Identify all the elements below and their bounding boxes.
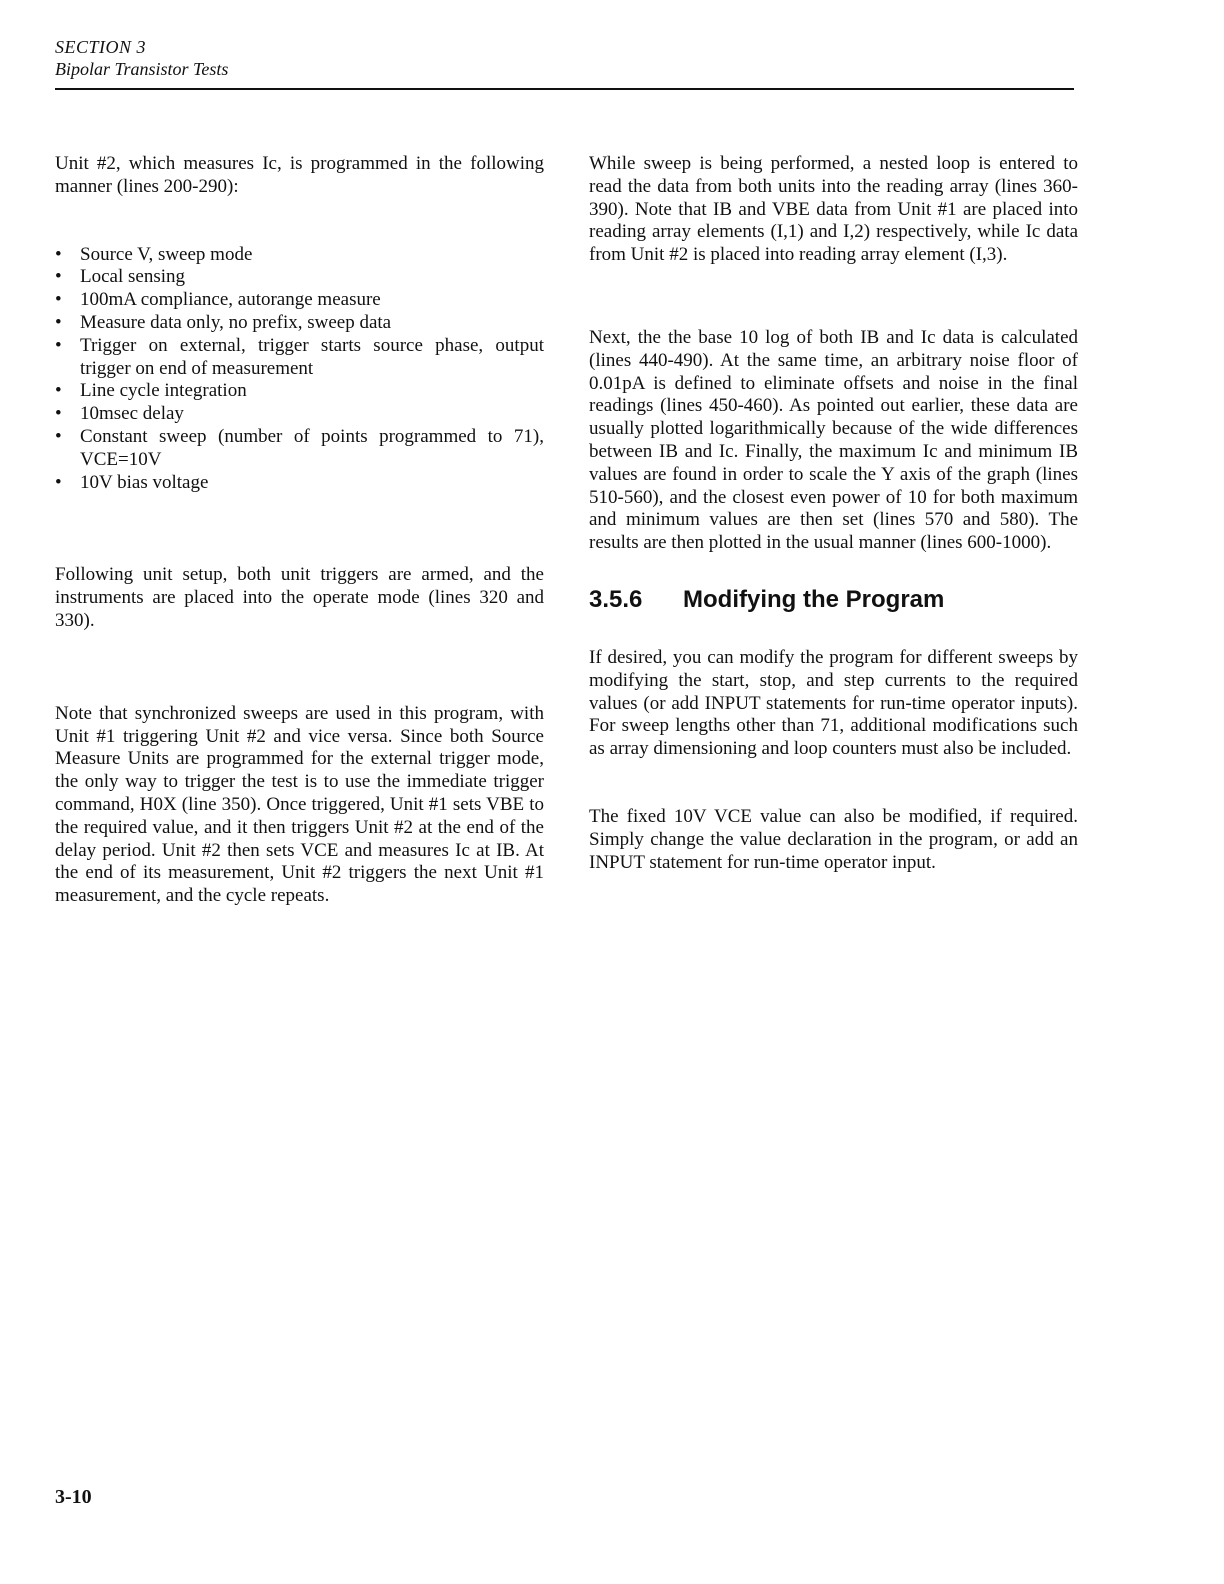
list-item: • Source V, sweep mode	[55, 244, 544, 267]
paragraph-fixed-vce: The fixed 10V VCE value can also be modified, if required. Simply change the value declaration in the program, or add an INPUT statement for run-time operator input.	[589, 805, 1078, 873]
section-label: SECTION 3	[55, 37, 147, 57]
left-column	[55, 153, 544, 908]
paragraph-unit2-intro: Unit #2, which measures Ic, is programmed in the following manner (lines 200-290):	[55, 153, 544, 197]
header-rule	[55, 88, 1074, 90]
list-item: • 100mA compliance, autorange measure	[55, 289, 544, 312]
page-number: 3-10	[55, 1486, 92, 1508]
list-item: • 10V bias voltage	[55, 472, 544, 495]
paragraph-nested-loop: While sweep is being performed, a nested loop is entered to read the data from both units into the reading array (lines 360-390). Note that IB and VBE data from Unit #1 are placed into reading array elements (I,1) and I,2) respectively, while Ic data from Unit #2 is placed into reading array element (I,3).	[589, 153, 1078, 266]
paragraph-modify-sweeps: If desired, you can modify the program for different sweeps by modifying the start, stop, and step currents to the required values (or add INPUT statements for run-time operator inputs). For sweep lengths other than 71, additional modifications such as array dimensioning and loop counters must also be included.	[589, 646, 1078, 760]
paragraph-unit-setup: Following unit setup, both unit triggers are armed, and the instruments are placed into the operate mode (lines 320 and 330).	[55, 564, 544, 631]
heading-number: 3.5.6	[589, 585, 643, 613]
list-item: • 10msec delay	[55, 403, 544, 426]
page-header	[55, 36, 228, 80]
paragraph-log-calculation: Next, the the base 10 log of both IB and Ic data is calculated (lines 440-490). At the same time, an arbitrary noise floor of 0.01pA is defined to eliminate offsets and noise in the final readings (lines 450-460). As pointed out earlier, these data are usually plotted logarithmically because of the wide differences between IB and Ic. Finally, the maximum Ic and minimum IB values are found in order to scale the Y axis of the graph (lines 510-560), and the closest even power of 10 for both maximum and minimum values are then set (lines 570 and 580). The results are then plotted in the usual manner (lines 600-1000).	[589, 326, 1078, 554]
list-item: • Line cycle integration	[55, 380, 544, 403]
heading-title: Modifying the Program	[683, 585, 945, 613]
list-item: • Trigger on external, trigger starts source phase, output trigger on end of measurement	[55, 335, 544, 381]
section-title: Bipolar Transistor Tests	[55, 59, 229, 79]
paragraph-synchronized-sweeps: Note that synchronized sweeps are used in this program, with Unit #1 triggering Unit #2 and vice versa. Since both Source Measure Units are programmed for the external trigger mode, the only way to trigger the test is to use the immediate trigger command, H0X (line 350). Once triggered, Unit #1 sets VBE to the required value, and it then triggers Unit #2 at the end of the delay period. Unit #2 then sets VCE and measures Ic at IB. At the end of its measurement, Unit #2 triggers the next Unit #1 measurement, and the cycle repeats.	[55, 702, 544, 907]
list-item: • Constant sweep (number of points programmed to 71), VCE=10V	[55, 426, 544, 472]
unit2-settings-list	[55, 244, 544, 495]
list-item: • Local sensing	[55, 266, 544, 289]
section-heading	[589, 585, 1078, 615]
right-column	[589, 153, 1078, 874]
list-item: • Measure data only, no prefix, sweep data	[55, 312, 544, 335]
